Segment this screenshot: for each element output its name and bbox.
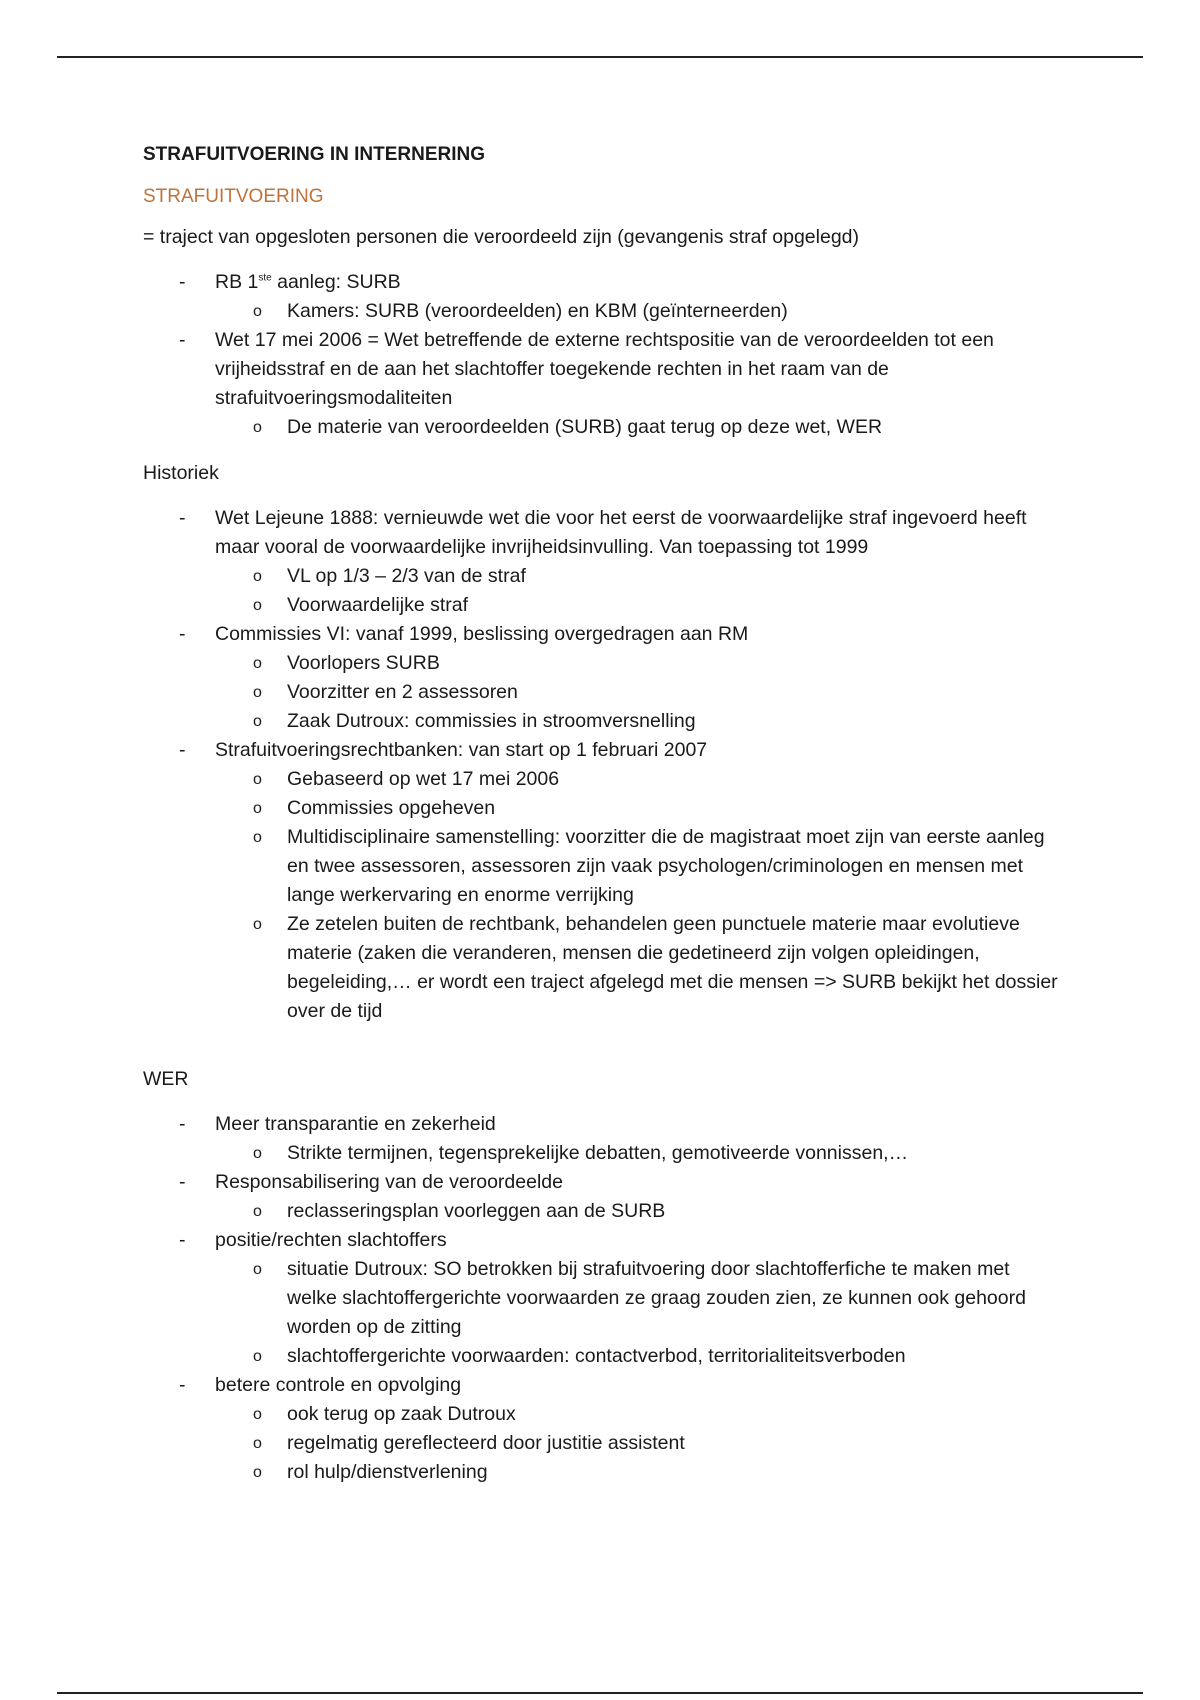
sub-list-item-text: Strikte termijnen, tegensprekelijke debatten, gemotiveerde vonnissen,… — [287, 1142, 909, 1164]
circle-bullet: o — [253, 597, 262, 614]
circle-bullet: o — [253, 1406, 262, 1423]
sub-list-item-text: slachtoffergerichte voorwaarden: contactverbod, territorialiteitsverboden — [287, 1345, 906, 1367]
list-item — [143, 1226, 1063, 1371]
dash-bullet: - — [179, 739, 186, 761]
list-item: - RB 1ste aanleg: SURB o Kamers: SURB (veroordeelden) en KBM (geïnterneerden) — [143, 268, 1063, 326]
circle-bullet: o — [253, 1435, 262, 1452]
sub-list-item-text: reclasseringsplan voorleggen aan de SURB — [287, 1200, 666, 1222]
section-subtitle: STRAFUITVOERING — [143, 186, 324, 207]
header-rule — [57, 56, 1143, 58]
sub-list-item — [215, 649, 1063, 678]
list-item — [143, 736, 1063, 1026]
document-title: STRAFUITVOERING IN INTERNERING — [143, 144, 486, 165]
historiek-heading: Historiek — [143, 462, 219, 484]
dash-bullet: - — [179, 507, 186, 529]
list-item — [143, 1168, 1063, 1226]
sub-list-item — [215, 1342, 1063, 1371]
sub-list-item — [215, 823, 1063, 910]
circle-bullet: o — [253, 1145, 262, 1162]
sub-list-item — [215, 1139, 1063, 1168]
sub-list-item — [215, 1255, 1063, 1342]
circle-bullet: o — [253, 684, 262, 701]
sub-list — [215, 765, 1063, 1026]
sub-list-item-text: Voorwaardelijke straf — [287, 594, 469, 616]
sub-list-item — [215, 707, 1063, 736]
sub-list-item — [215, 678, 1063, 707]
circle-bullet: o — [253, 800, 262, 817]
sub-list — [215, 413, 1063, 442]
sub-list — [215, 649, 1063, 736]
dash-bullet: - — [179, 271, 186, 293]
circle-bullet: o — [253, 771, 262, 788]
sub-list-item — [215, 1197, 1063, 1226]
sub-list — [215, 1197, 1063, 1226]
list-item: - Wet 17 mei 2006 = Wet betreffende de externe rechtspositie van de veroordeelden tot een vrijheidsstraf en de aan het slachtoffer toegekende rechten in het raam van de strafuitvoeringsmodaliteiten o De materie van veroordeelden (SURB) gaat terug op deze wet, WER — [143, 326, 1063, 442]
list-item — [143, 504, 1063, 620]
sub-list-item-text: Gebaseerd op wet 17 mei 2006 — [287, 768, 560, 790]
sub-list — [215, 1139, 1063, 1168]
sub-list-item — [215, 1400, 1063, 1429]
sub-list-item-text: Commissies opgeheven — [287, 797, 496, 819]
sub-list — [215, 297, 1063, 326]
sub-list-item-text: Zaak Dutroux: commissies in stroomversnelling — [287, 710, 696, 732]
sub-list-item: o De materie van veroordeelden (SURB) gaat terug op deze wet, WER — [215, 413, 1063, 442]
sub-list-item-text: rol hulp/dienstverlening — [287, 1461, 488, 1483]
list-item-text: Meer transparantie en zekerheid — [215, 1113, 496, 1135]
sub-list-item-text: situatie Dutroux: SO betrokken bij strafuitvoering door slachtofferfiche te maken met welke slachtoffergerichte voorwaarden ze graag zouden zien, ze kunnen ook gehoord worden op de zitting — [287, 1258, 1026, 1338]
circle-bullet: o — [253, 303, 262, 320]
list-item-text: Strafuitvoeringsrechtbanken: van start op 1 februari 2007 — [215, 739, 708, 761]
circle-bullet: o — [253, 419, 262, 436]
list-item — [143, 1110, 1063, 1168]
circle-bullet: o — [253, 1464, 262, 1481]
sub-list-item — [215, 591, 1063, 620]
dash-bullet: - — [179, 329, 186, 351]
dash-bullet: - — [179, 1229, 186, 1251]
sub-list-item — [215, 1458, 1063, 1487]
sub-list-item-text: Multidisciplinaire samenstelling: voorzitter die de magistraat moet zijn van eerste aanleg en twee assessoren, assessoren zijn vaak psychologen/criminologen en mensen met lange werkervaring en enorme verrijking — [287, 826, 1045, 906]
list-item-text: Wet Lejeune 1888: vernieuwde wet die voor het eerst de voorwaardelijke straf ingevoerd heeft maar vooral de voorwaardelijke invrijheidsinvulling. Van toepassing tot 1999 — [215, 507, 1027, 558]
circle-bullet: o — [253, 916, 262, 933]
sub-list — [215, 562, 1063, 620]
circle-bullet: o — [253, 1203, 262, 1220]
historiek-list — [143, 504, 1063, 1026]
circle-bullet: o — [253, 713, 262, 730]
sub-list-item — [215, 794, 1063, 823]
sub-list-item-text: VL op 1/3 – 2/3 van de straf — [287, 565, 526, 587]
dash-bullet: - — [179, 1374, 186, 1396]
sub-list-item-text: Voorlopers SURB — [287, 652, 440, 674]
circle-bullet: o — [253, 1348, 262, 1365]
circle-bullet: o — [253, 1261, 262, 1278]
sub-list-item — [215, 910, 1063, 1026]
sub-list — [215, 1255, 1063, 1371]
list-item — [143, 620, 1063, 736]
circle-bullet: o — [253, 829, 262, 846]
document-body — [143, 144, 1063, 1505]
list-item-text: positie/rechten slachtoffers — [215, 1229, 447, 1251]
sub-list-item — [215, 1429, 1063, 1458]
sub-list-item-text: Ze zetelen buiten de rechtbank, behandelen geen punctuele materie maar evolutieve materie (zaken die veranderen, mensen die gedetineerd zijn volgen opleidingen, begeleiding,… er wordt een traject afgelegd met die mensen => SURB bekijkt het dossier over de tijd — [287, 913, 1058, 1022]
wer-heading: WER — [143, 1068, 189, 1090]
sub-list-item — [215, 562, 1063, 591]
sub-list-item: o Kamers: SURB (veroordeelden) en KBM (geïnterneerden) — [215, 297, 1063, 326]
sub-list-item — [215, 765, 1063, 794]
list-item — [143, 1371, 1063, 1487]
footer-rule — [57, 1692, 1143, 1694]
sub-list — [215, 1400, 1063, 1487]
circle-bullet: o — [253, 655, 262, 672]
dash-bullet: - — [179, 623, 186, 645]
list-item-text: betere controle en opvolging — [215, 1374, 462, 1396]
dash-bullet: - — [179, 1113, 186, 1135]
list-item-text: Responsabilisering van de veroordeelde — [215, 1171, 563, 1193]
intro-list — [143, 268, 1063, 442]
circle-bullet: o — [253, 568, 262, 585]
list-item-text: Commissies VI: vanaf 1999, beslissing overgedragen aan RM — [215, 623, 749, 645]
wer-list — [143, 1110, 1063, 1487]
sub-list-item-text: ook terug op zaak Dutroux — [287, 1403, 516, 1425]
dash-bullet: - — [179, 1171, 186, 1193]
sub-list-item-text: Voorzitter en 2 assessoren — [287, 681, 518, 703]
sub-list-item-text: regelmatig gereflecteerd door justitie assistent — [287, 1432, 685, 1454]
intro-paragraph: = traject van opgesloten personen die veroordeeld zijn (gevangenis straf opgelegd) — [143, 226, 860, 248]
